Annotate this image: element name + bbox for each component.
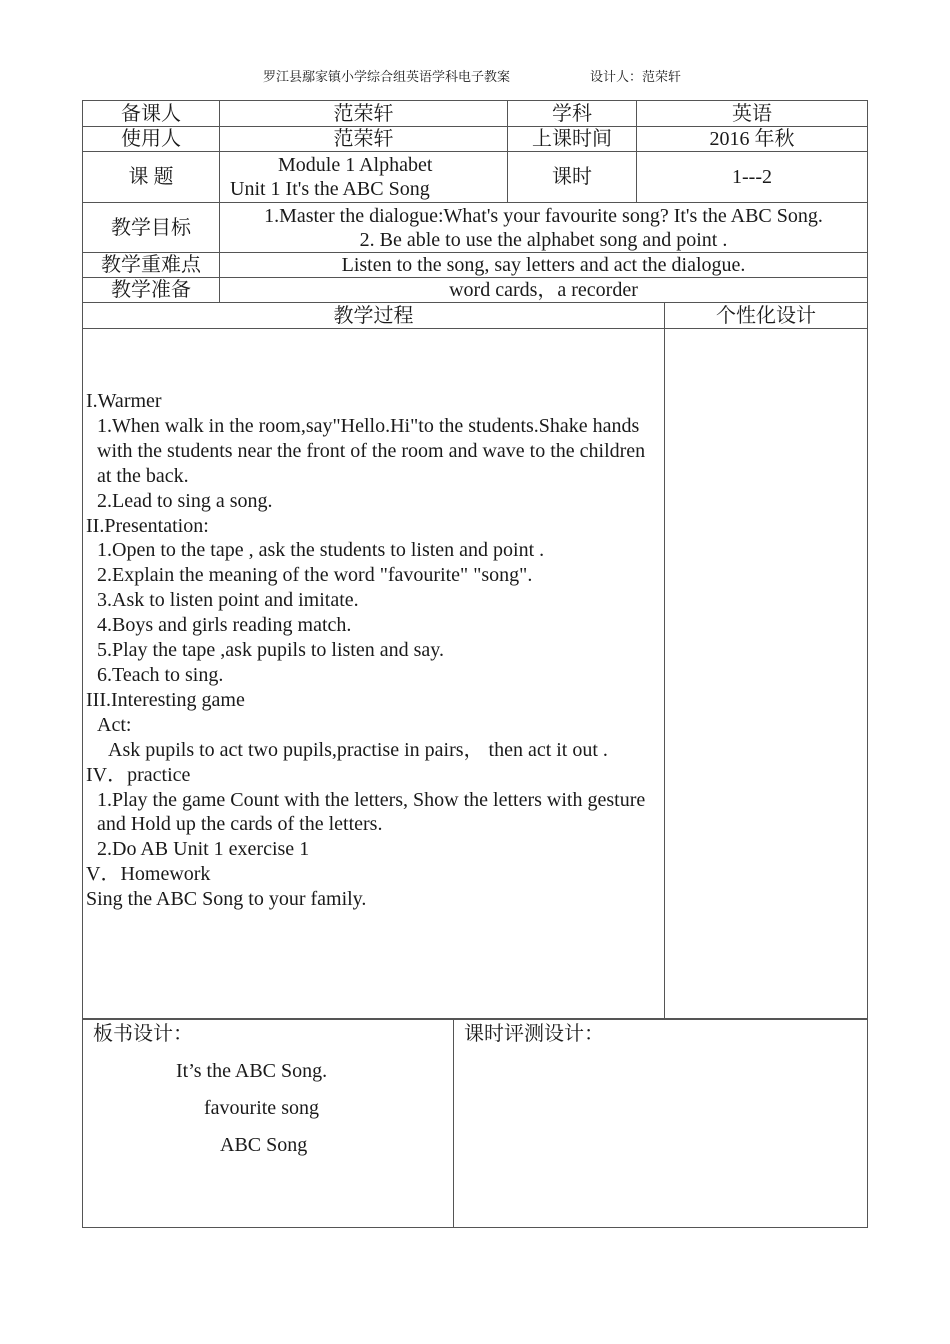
process-line: 2.Lead to sing a song. xyxy=(97,489,273,512)
topic-value xyxy=(220,152,508,203)
time-value: 2016 年秋 xyxy=(637,127,868,152)
process-line: 6.Teach to sing. xyxy=(97,663,224,686)
process-line: II.Presentation: xyxy=(86,514,209,537)
process-label: 教学过程 xyxy=(83,303,665,329)
process-line: 4.Boys and girls reading match. xyxy=(97,614,352,637)
period-label: 课时 xyxy=(508,152,637,203)
process-line: 1.Open to the tape , ask the students to listen and point . xyxy=(97,539,545,562)
personal-design-content xyxy=(665,329,868,1019)
period-value: 1---2 xyxy=(637,152,868,203)
goal-value xyxy=(220,203,868,253)
board-line-1: It’s the ABC Song. xyxy=(176,1060,328,1082)
preparer-label: 备课人 xyxy=(83,101,220,127)
header-school-title: 罗江县鄢家镇小学综合组英语学科电子教案 xyxy=(263,69,511,84)
user-label: 使用人 xyxy=(83,127,220,152)
goal-label: 教学目标 xyxy=(83,203,220,253)
process-line: 5.Play the tape ,ask pupils to listen and say. xyxy=(97,639,444,662)
time-label: 上课时间 xyxy=(508,127,637,152)
process-line: V．Homework xyxy=(86,863,211,886)
lesson-plan-table xyxy=(82,100,868,1019)
board-design-title: 板书设计： xyxy=(93,1023,193,1045)
header-designer: 设计人：范荣轩 xyxy=(590,69,682,84)
prep-value: word cards，a recorder xyxy=(220,278,868,303)
process-line: 2.Explain the meaning of the word "favourite" "song". xyxy=(97,564,533,587)
board-design-cell xyxy=(83,1020,454,1228)
goal-line-2: 2. Be able to use the alphabet song and point . xyxy=(359,228,728,251)
subject-label: 学科 xyxy=(508,101,637,127)
process-line: Act: xyxy=(97,713,132,736)
difficulty-value: Listen to the song, say letters and act the dialogue. xyxy=(220,253,868,278)
process-line: IV．practice xyxy=(86,763,191,786)
prep-label: 教学准备 xyxy=(83,278,220,303)
process-line: 3.Ask to listen point and imitate. xyxy=(97,589,359,612)
personal-design-label: 个性化设计 xyxy=(665,303,868,329)
process-line: Ask pupils to act two pupils,practise in pairs， then act it out . xyxy=(108,738,608,761)
process-line: I.Warmer xyxy=(86,390,162,412)
user-value: 范荣轩 xyxy=(220,127,508,152)
goal-line-1: 1.Master the dialogue:What's your favourite song? It's the ABC Song. xyxy=(264,204,823,227)
board-line-3: ABC Song xyxy=(220,1134,308,1156)
board-line-2: favourite song xyxy=(204,1097,319,1119)
preparer-value: 范荣轩 xyxy=(220,101,508,127)
process-line: 1.Play the game Count with the letters, Show the letters with gesture and Hold up the cards of the letters. xyxy=(97,788,646,836)
topic-label: 课 题 xyxy=(83,152,220,203)
topic-module: Module 1 Alphabet xyxy=(278,154,433,176)
process-line: III.Interesting game xyxy=(86,688,245,711)
process-line: 1.When walk in the room,say"Hello.Hi"to the students.Shake hands with the students near the front of the room and wave to the children at the back. xyxy=(97,414,646,487)
difficulty-label: 教学重难点 xyxy=(83,253,220,278)
evaluation-design-cell xyxy=(454,1020,868,1228)
subject-value: 英语 xyxy=(637,101,868,127)
evaluation-design-title: 课时评测设计： xyxy=(464,1023,604,1045)
topic-unit: Unit 1 It's the ABC Song xyxy=(230,178,430,200)
process-content xyxy=(83,329,665,1019)
process-line: Sing the ABC Song to your family. xyxy=(86,888,367,911)
board-evaluation-table xyxy=(82,1019,868,1228)
process-line: 2.Do AB Unit 1 exercise 1 xyxy=(97,838,310,861)
